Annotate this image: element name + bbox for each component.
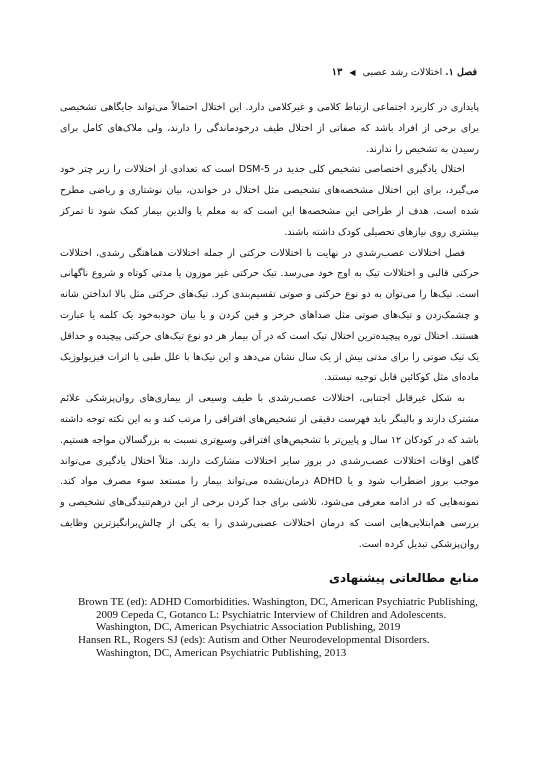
paragraph: به شکل غیرقابل اجتنابی، اختلالات عصب‌رشدی با طیف وسیعی از بیماری‌های روان‌پزشکی علائم مشترک دارند و بالینگر باید فهرست دقیقی از تشخیص‌های افتراقی را مرتب کند و به این نکته توجه داشته باشد که در کودکان ۱۲ سال و پایین‌تر با تشخیص‌های افتراقی وسیع‌تری نسبت به بزرگسالان مواجه هستیم. گاهی اوقات اختلالات عصب‌رشدی در بروز سایر اختلالات مشارکت دارند. مثلاً اختلال یادگیری می‌تواند موجب بروز اضطراب شود و یا ADHD درمان‌نشده می‌تواند بیمار را مستعد سوء مصرف مواد کند. نمونه‌هایی که در ادامه معرفی می‌شود، تلاشی برای جدا کردن برخی از این درهم‌تنیدگی‌های تشخیصی و بررسی هم‌ابتلایی‌هایی است که درمان اختلالات عصبی‌رشدی را به یکی از چالش‌برانگیزترین وظایف روان‌پزشکی تبدیل کرده است. xyxy=(60,393,479,550)
running-header xyxy=(60,66,477,80)
references-list xyxy=(78,596,478,660)
paragraph: پایداری در کاربرد اجتماعی ارتباط کلامی و غیرکلامی دارد. این اختلال احتمالاً می‌تواند جایگاهی تشخیصی برای برخی از افراد باشد که صفاتی از اختلال طیف درخودماندگی را دارند، ولی ملاک‌های کامل برای رسیدن به تشخیص را ندارند. xyxy=(60,102,479,155)
paragraph: اختلال یادگیری اختصاصی تشخیص کلی جدید در DSM-5 است که تعدادی از اختلالات را زیر چتر خود می‌گیرد، برای این اختلال مشخصه‌های تشخیصی مثل اختلال در خواندن، بیان نوشتاری و ریاضی مطرح شده است. هدف از طراحی این مشخصه‌ها این است که به معلم یا والدین بیمار کمک شود تا تمرکز بیشتری روی نیازهای تحصیلی کودک داشته باشند. xyxy=(60,164,479,238)
chapter-number: فصل ۱. xyxy=(445,67,477,78)
reference-item: Hansen RL, Rogers SJ (eds): Autism and Other Neurodevelopmental Disorders. Washington, DC, American Psychiatric Publishing, 2013 xyxy=(78,634,430,659)
paragraph: فصل اختلالات عصب‌رشدی در نهایت با اختلالات حرکتی از جمله اختلالات هماهنگی رشدی، اختلالات حرکتی قالبی و اختلالات تیک به اوج خود می‌رسد. تیک حرکتی غیر موزون یا مدتی کوتاه و شروع ناگهانی است. تیک‌ها را می‌توان به دو نوع حرکتی و صوتی تقسیم‌بندی کرد. تیک‌های حرکتی مثل بالا انداختن شانه و چشمک‌زدن و تیک‌های صوتی مثل صداهای خرخر و فین کردن و یا بیان خودبه‌خود یک کلمه یا عبارت هستند. اختلال توره پیچیده‌ترین اختلال تیک است که در آن بیمار هر دو نوع تیک‌های حرکتی پیچیده و حداقل یک تیک صوتی را برای مدتی بیش از یک سال نشان می‌دهد و این تیک‌ها با علل طبی یا اثرات فیزیولوژیک ماده‌ای مثل کوکائین قابل توجیه نیستند. xyxy=(60,247,479,384)
references-heading: منابع مطالعاتی پیشنهادی xyxy=(328,571,479,585)
page-number: ۱۳ xyxy=(331,67,343,78)
triangle-left-icon: ◀ xyxy=(349,68,356,77)
body-text xyxy=(60,98,479,556)
reference-item: Brown TE (ed): ADHD Comorbidities. Washington, DC, American Psychiatric Publishing, 2009 Cepeda C, Gotanco L: Psychiatric Interview of Children and Adolescents. Washington, DC, American Psychiatric Association Publishing, 2019 xyxy=(78,596,478,634)
chapter-title: اختلالات رشد عصبی xyxy=(362,67,443,78)
